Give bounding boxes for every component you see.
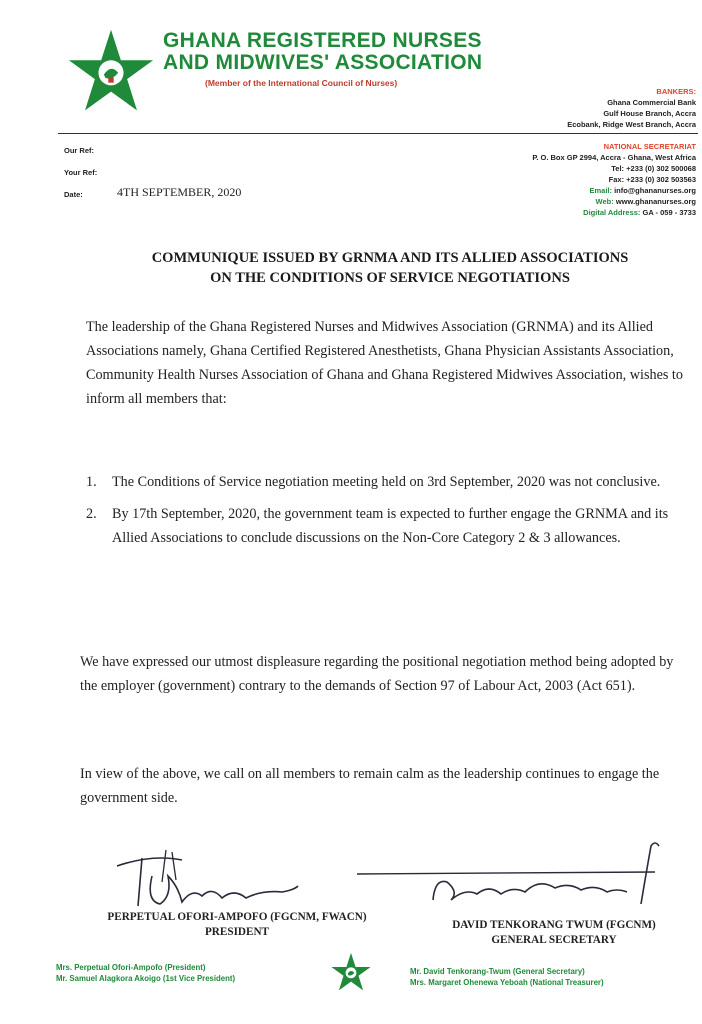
digital-label: Digital Address: [583,208,641,217]
footer-officer: Mrs. Margaret Ohenewa Yeboah (National Treasurer) [410,978,604,987]
president-signature [112,846,302,914]
secretariat-digital-row [532,207,696,218]
secretariat-heading: NATIONAL SECRETARIAT [603,142,696,151]
secretariat-web-row [532,196,696,207]
heading-line1: COMMUNIQUE ISSUED BY GRNMA AND ITS ALLIED ASSOCIATIONS [151,250,629,266]
numbered-list [86,470,686,558]
list-item-text: The Conditions of Service negotiation meeting held on 3rd September, 2020 was not conclusive. [112,474,661,490]
list-item-text: By 17th September, 2020, the government team is expected to further engage the GRNMA and its Allied Associations to conclude discussions on the Non-Core Category 2 & 3 allowances. [112,506,669,546]
letterhead-divider [58,133,698,134]
your-ref-label: Your Ref: [64,168,98,177]
bankers-heading: BANKERS: [656,87,696,96]
date-value: 4TH SEPTEMBER, 2020 [117,185,242,199]
footer-officer: Mr. Samuel Alagkora Akoigo (1st Vice President) [56,974,236,983]
date-label: Date: [64,190,83,199]
our-ref-label: Our Ref: [64,146,94,155]
organization-name [163,30,543,74]
banker-line: Gulf House Branch, Accra [603,109,696,118]
communique-heading [70,248,702,288]
president-signature-block [72,910,402,940]
list-item [86,502,686,550]
president-title: PRESIDENT [204,926,270,938]
bankers-block [567,86,696,130]
secretariat-block [532,141,696,218]
secretariat-email-row [532,185,696,196]
footer-officers-right [410,966,604,988]
general-secretary-signature-block [404,918,702,948]
membership-note: (Member of the International Council of Nurses) [205,78,398,88]
banker-line: Ecobank, Ridge West Branch, Accra [567,120,696,129]
footer-officers-left [56,962,235,984]
org-name-line1: GHANA REGISTERED NURSES [163,29,482,52]
footer-officer: Mr. David Tenkorang-Twum (General Secretary) [410,967,585,976]
digital-value: GA - 059 - 3733 [642,208,696,217]
org-name-line2: AND MIDWIVES' ASSOCIATION [163,51,483,74]
footer-officer: Mrs. Perpetual Ofori-Ampofo (President) [56,963,206,972]
secretariat-address: P. O. Box GP 2994, Accra - Ghana, West Africa [532,153,696,162]
banker-line: Ghana Commercial Bank [607,98,696,107]
intro-paragraph: The leadership of the Ghana Registered Nurses and Midwives Association (GRNMA) and its Allied Associations namely, Ghana Certified Registered Anesthetists, Ghana Physician Assistants Association, Community Health Nurses Association of Ghana and Ghana Registered Midwives Association, wishes to inform all members that: [86,319,683,407]
web-label: Web: [595,197,614,206]
secretariat-tel: Tel: +233 (0) 302 500068 [611,164,696,173]
heading-line2: ON THE CONDITIONS OF SERVICE NEGOTIATIONS [210,270,570,286]
secretariat-fax: Fax: +233 (0) 302 503563 [608,175,696,184]
president-name: PERPETUAL OFORI-AMPOFO (FGCNM, FWACN) [107,911,367,923]
general-secretary-signature [355,838,675,918]
general-secretary-name: DAVID TENKORANG TWUM (FGCNM) [452,919,656,931]
displeasure-paragraph: We have expressed our utmost displeasure regarding the positional negotiation method being adopted by the employer (government) contrary to the demands of Section 97 of Labour Act, 2003 (Act 651). [80,654,674,694]
general-secretary-title: GENERAL SECRETARY [491,934,617,946]
list-item [86,470,686,494]
list-item-number: 1. [86,474,97,490]
email-value: info@ghananurses.org [614,186,696,195]
web-value: www.ghananurses.org [615,197,696,206]
closing-paragraph: In view of the above, we call on all members to remain calm as the leadership continues to engage the government side. [80,766,660,806]
footer-star-logo-icon [330,952,372,992]
list-item-number: 2. [86,506,97,522]
email-label: Email: [589,186,612,195]
association-star-logo-icon [66,28,156,114]
reference-labels [64,140,97,206]
